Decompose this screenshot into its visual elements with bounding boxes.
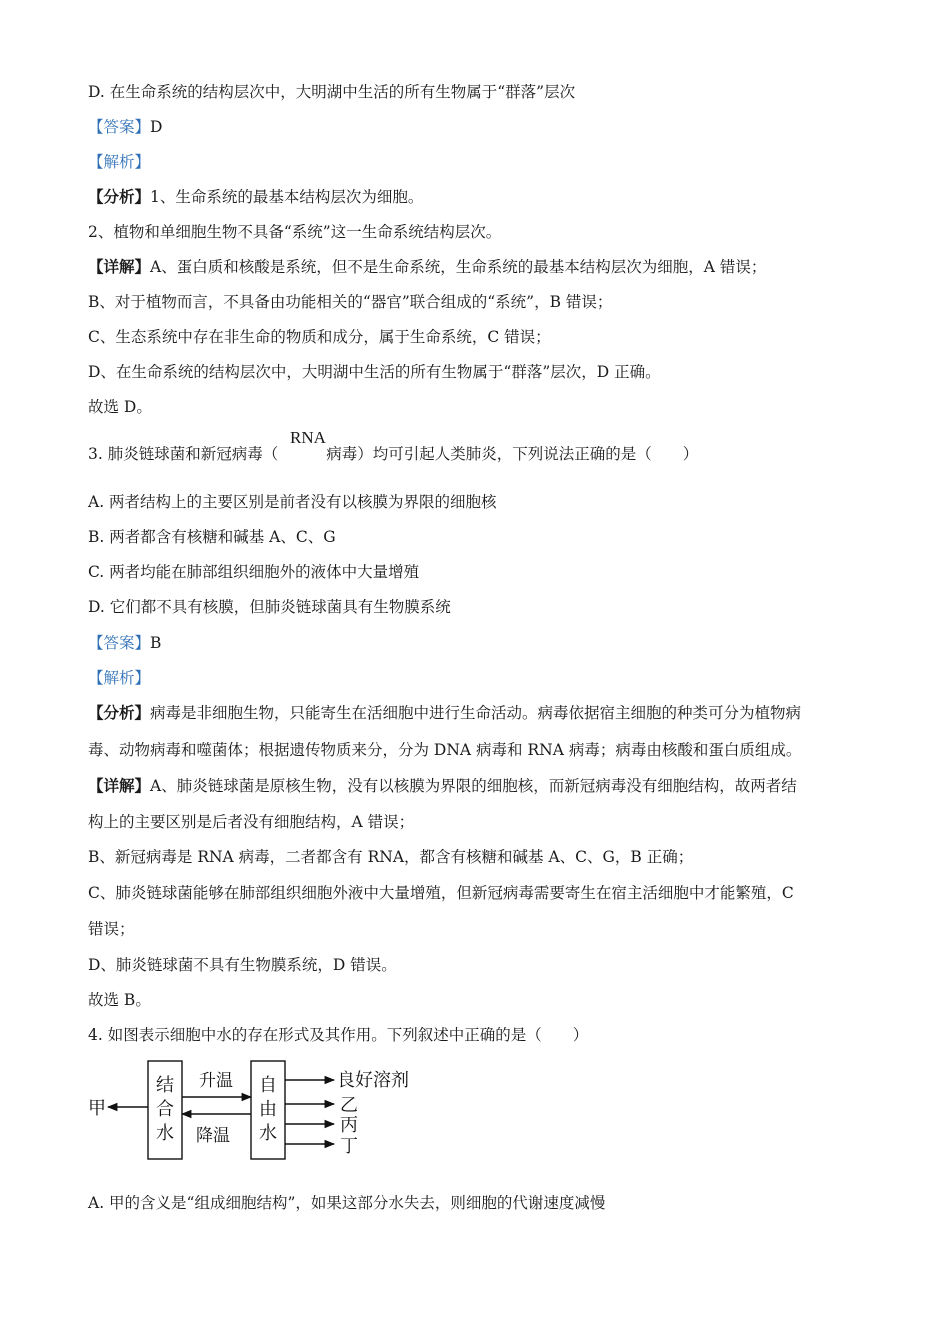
q4-stem: 4. 如图表示细胞中水的存在形式及其作用。下列叙述中正确的是（ ） <box>88 1026 589 1044</box>
bound-water-char-2: 合 <box>156 1099 174 1120</box>
fenxi-tag: 【分析】 <box>88 703 151 722</box>
q3-option-b: B. 两者都含有核糖和碱基 A、C、G <box>88 528 336 546</box>
q3-option-a: A. 两者结构上的主要区别是前者没有以核膜为界限的细胞核 <box>88 493 497 511</box>
q3-stem-part-b: 病毒）均可引起人类肺炎，下列说法正确的是（ ） <box>326 445 699 463</box>
q3-option-c: C. 两者均能在肺部组织细胞外的液体中大量增殖 <box>88 563 420 581</box>
detail-tag: 【详解】 <box>88 776 151 795</box>
bound-water-char-1: 结 <box>156 1075 174 1096</box>
q2-detail-a <box>88 257 766 277</box>
q3-detail-c1: C、肺炎链球菌能够在肺部组织细胞外液中大量增殖，但新冠病毒需要寄生在宿主活细胞中才能繁殖，C <box>88 884 794 902</box>
fenxi-text: 1、生命系统的最基本结构层次为细胞。 <box>150 188 424 206</box>
label-cool-down: 降温 <box>196 1126 230 1146</box>
q3-detail-b: B、新冠病毒是 RNA 病毒，二者都含有 RNA，都含有核糖和碱基 A、C、G，B 正确； <box>88 848 694 866</box>
label-heat-up: 升温 <box>199 1071 233 1091</box>
answer-tag: 【答案】 <box>88 634 151 652</box>
q3-stem <box>88 444 698 464</box>
fenxi-tag: 【分析】 <box>88 187 151 206</box>
q2-conclusion: 故选 D。 <box>88 398 152 416</box>
output-bing: 丙 <box>340 1115 358 1136</box>
answer-value: D <box>150 118 163 136</box>
q3-fenxi-1 <box>88 703 801 723</box>
q3-stem-part-a: 3. 肺炎链球菌和新冠病毒（ <box>88 445 279 463</box>
q3-detail-d: D、肺炎链球菌不具有生物膜系统，D 错误。 <box>88 956 397 974</box>
q3-detail-a2: 构上的主要区别是后者没有细胞结构，A 错误； <box>88 813 415 831</box>
detail-tag: 【详解】 <box>88 257 151 276</box>
q3-analysis-tag: 【解析】 <box>88 669 151 687</box>
q2-detail-d: D、在生命系统的结构层次中，大明湖中生活的所有生物属于“群落”层次，D 正确。 <box>88 363 661 381</box>
q3-answer <box>88 633 161 653</box>
q2-detail-c: C、生态系统中存在非生命的物质和成分，属于生命系统，C 错误； <box>88 328 551 346</box>
bound-water-char-3: 水 <box>156 1123 174 1144</box>
water-forms-diagram <box>88 1058 428 1170</box>
q3-conclusion: 故选 B。 <box>88 991 151 1009</box>
q2-fenxi-1 <box>88 187 423 207</box>
q4-option-a: A. 甲的含义是“组成细胞结构”，如果这部分水失去，则细胞的代谢速度减慢 <box>88 1194 606 1212</box>
q2-fenxi-2: 2、植物和单细胞生物不具备“系统”这一生命系统结构层次。 <box>88 223 502 241</box>
answer-tag: 【答案】 <box>88 118 151 136</box>
answer-value: B <box>150 634 162 652</box>
detail-text: A、肺炎链球菌是原核生物，没有以核膜为界限的细胞核，而新冠病毒没有细胞结构，故两者结 <box>150 777 797 795</box>
q3-detail-c2: 错误； <box>88 920 135 938</box>
q2-option-d: D. 在生命系统的结构层次中，大明湖中生活的所有生物属于“群落”层次 <box>88 83 576 101</box>
q3-detail-a1 <box>88 776 797 796</box>
free-water-char-2: 由 <box>259 1099 277 1120</box>
diagram-label-jia: 甲 <box>88 1098 106 1119</box>
fenxi-text: 病毒是非细胞生物，只能寄生在活细胞中进行生命活动。病毒依据宿主细胞的种类可分为植物病 <box>150 704 802 722</box>
q2-answer <box>88 117 162 137</box>
free-water-char-1: 自 <box>259 1075 277 1096</box>
q3-fenxi-2: 毒、动物病毒和噬菌体；根据遗传物质来分，分为 DNA 病毒和 RNA 病毒；病毒由核酸和蛋白质组成。 <box>88 741 802 759</box>
q2-analysis-tag: 【解析】 <box>88 153 151 171</box>
output-good-solvent: 良好溶剂 <box>337 1070 409 1091</box>
output-ding: 丁 <box>340 1136 358 1157</box>
q3-rna-label: RNA <box>290 428 326 447</box>
q3-option-d: D. 它们都不具有核膜，但肺炎链球菌具有生物膜系统 <box>88 598 451 616</box>
output-yi: 乙 <box>340 1095 358 1116</box>
free-water-char-3: 水 <box>259 1123 277 1144</box>
detail-text: A、蛋白质和核酸是系统，但不是生命系统，生命系统的最基本结构层次为细胞，A 错误； <box>150 258 767 276</box>
q2-detail-b: B、对于植物而言，不具备由功能相关的“器官”联合组成的“系统”，B 错误； <box>88 293 613 311</box>
